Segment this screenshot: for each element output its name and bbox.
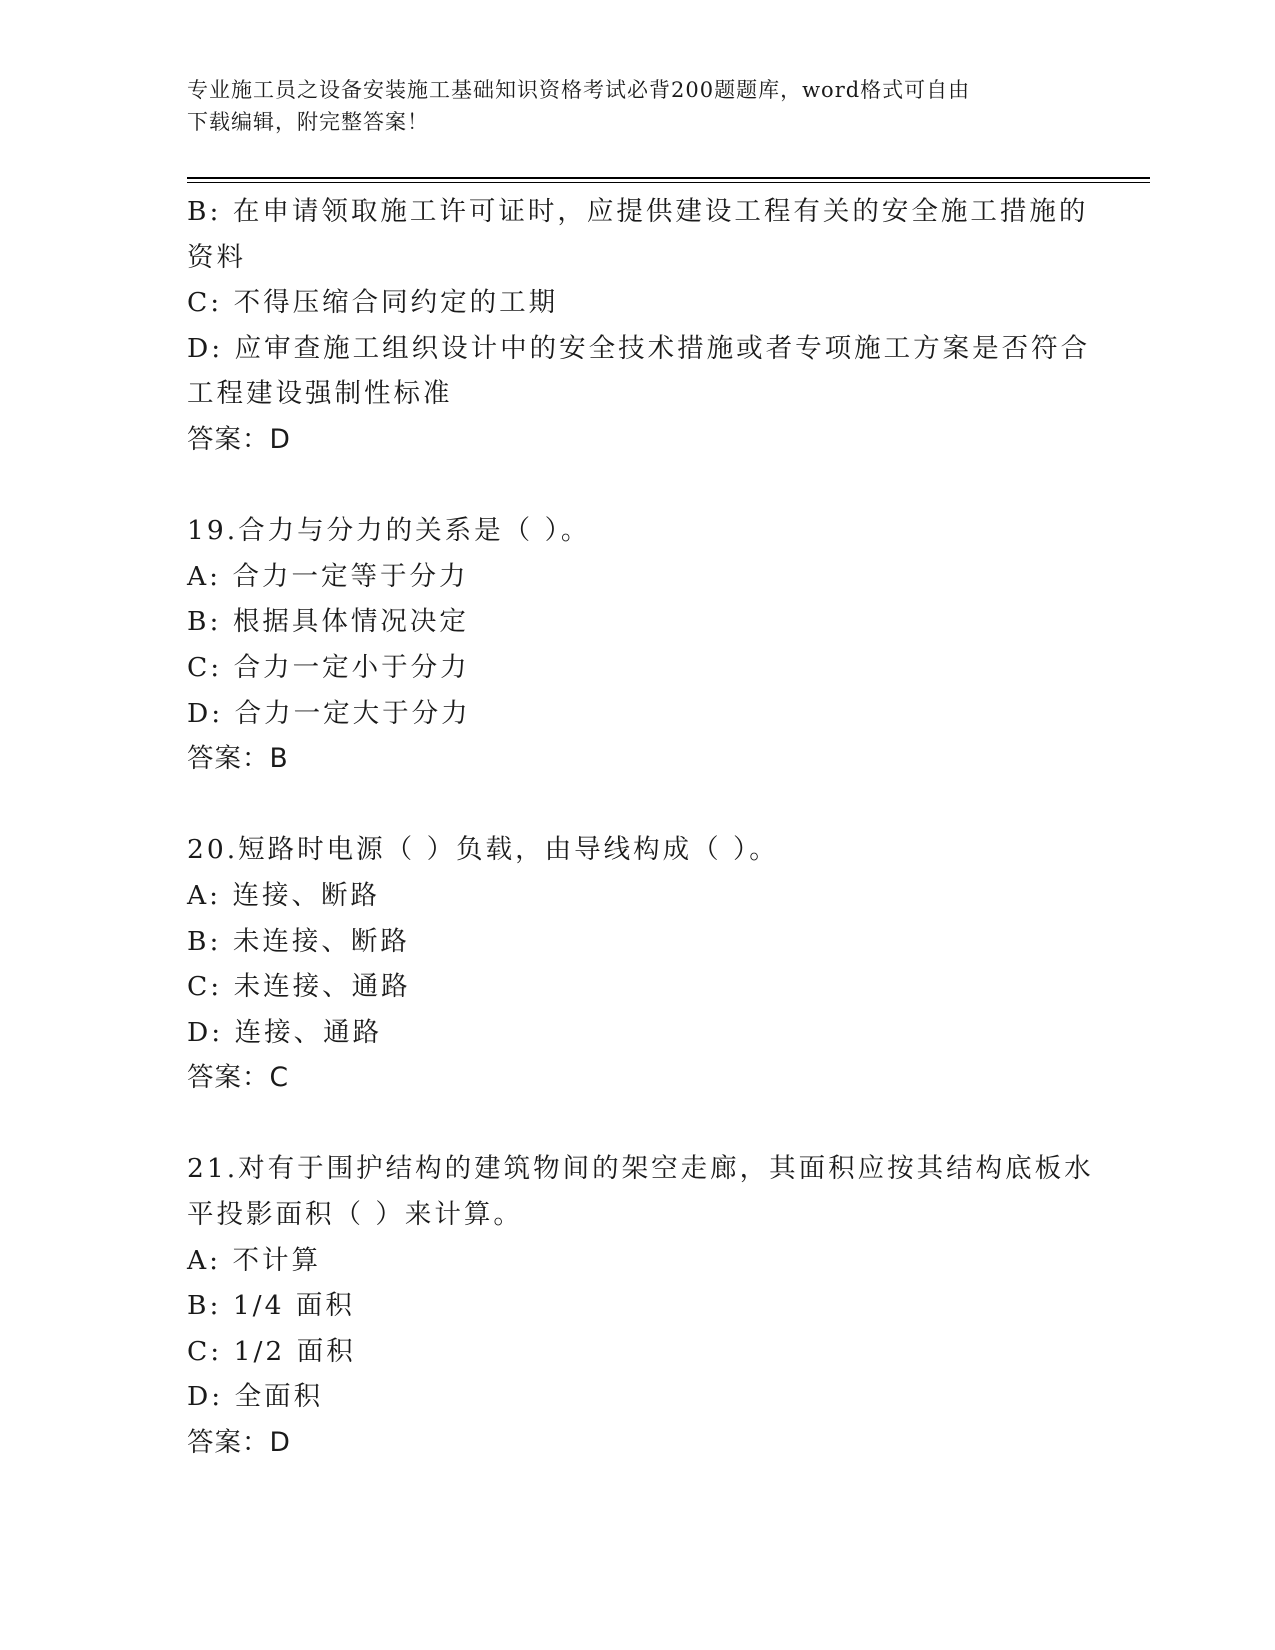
q18-option-c: C: 不得压缩合同约定的工期: [187, 287, 559, 319]
q21-option-a: A: 不计算: [187, 1244, 321, 1276]
q18-option-b-line-1: B: 在申请领取施工许可证时，应提供建设工程有关的安全施工措施的: [187, 196, 1089, 227]
header-divider-thick: [187, 177, 1150, 179]
q18-option-d-line-1: D: 应审查施工组织设计中的安全技术措施或者专项施工方案是否符合: [187, 332, 1091, 364]
q18-answer: 答案：D: [187, 423, 291, 455]
q19-option-d: D: 合力一定大于分力: [187, 697, 471, 729]
question-20: [187, 827, 1077, 1101]
q21-question-line-1: 21.对有于围护结构的建筑物间的架空走廊，其面积应按其结构底板水: [187, 1153, 1094, 1185]
question-list: [187, 189, 1094, 1466]
question-21: [187, 1146, 1094, 1465]
q19-answer: 答案：B: [187, 743, 289, 775]
spacer: [187, 782, 1077, 828]
q21-question-line-2: 平投影面积（ ）来计算。: [187, 1199, 523, 1231]
q19-option-c: C: 合力一定小于分力: [187, 651, 470, 683]
q21-option-d: D: 全面积: [187, 1381, 324, 1413]
question-19: [187, 508, 1077, 782]
spacer: [187, 463, 1077, 509]
q18-option-d-line-2: 工程建设强制性标准: [187, 378, 453, 410]
q19-option-b: B: 根据具体情况决定: [187, 606, 469, 638]
q20-option-d: D: 连接、通路: [187, 1016, 383, 1048]
q20-option-c: C: 未连接、通路: [187, 971, 411, 1003]
q21-option-c: C: 1/2 面积: [187, 1335, 356, 1367]
header-line-2: 下载编辑，附完整答案！: [187, 110, 429, 134]
q20-question: 20.短路时电源（ ）负载，由导线构成（ ）。: [187, 834, 779, 866]
q21-option-b: B: 1/4 面积: [187, 1290, 355, 1322]
header-line-1: 专业施工员之设备安装施工基础知识资格考试必背200题题库，word格式可自由: [187, 78, 971, 102]
spacer: [187, 1101, 1077, 1147]
q20-answer: 答案：C: [187, 1062, 290, 1094]
q20-option-b: B: 未连接、断路: [187, 925, 410, 957]
question-18-continued: [187, 189, 1091, 463]
q19-option-a: A: 合力一定等于分力: [187, 560, 469, 592]
q20-option-a: A: 连接、断路: [187, 879, 380, 911]
q18-option-b-line-2: 资料: [187, 241, 246, 273]
q19-question: 19.合力与分力的关系是（ ）。: [187, 515, 591, 547]
header-divider-thin: [187, 182, 1150, 183]
document-header: [187, 74, 1067, 138]
q21-answer: 答案：D: [187, 1427, 291, 1459]
